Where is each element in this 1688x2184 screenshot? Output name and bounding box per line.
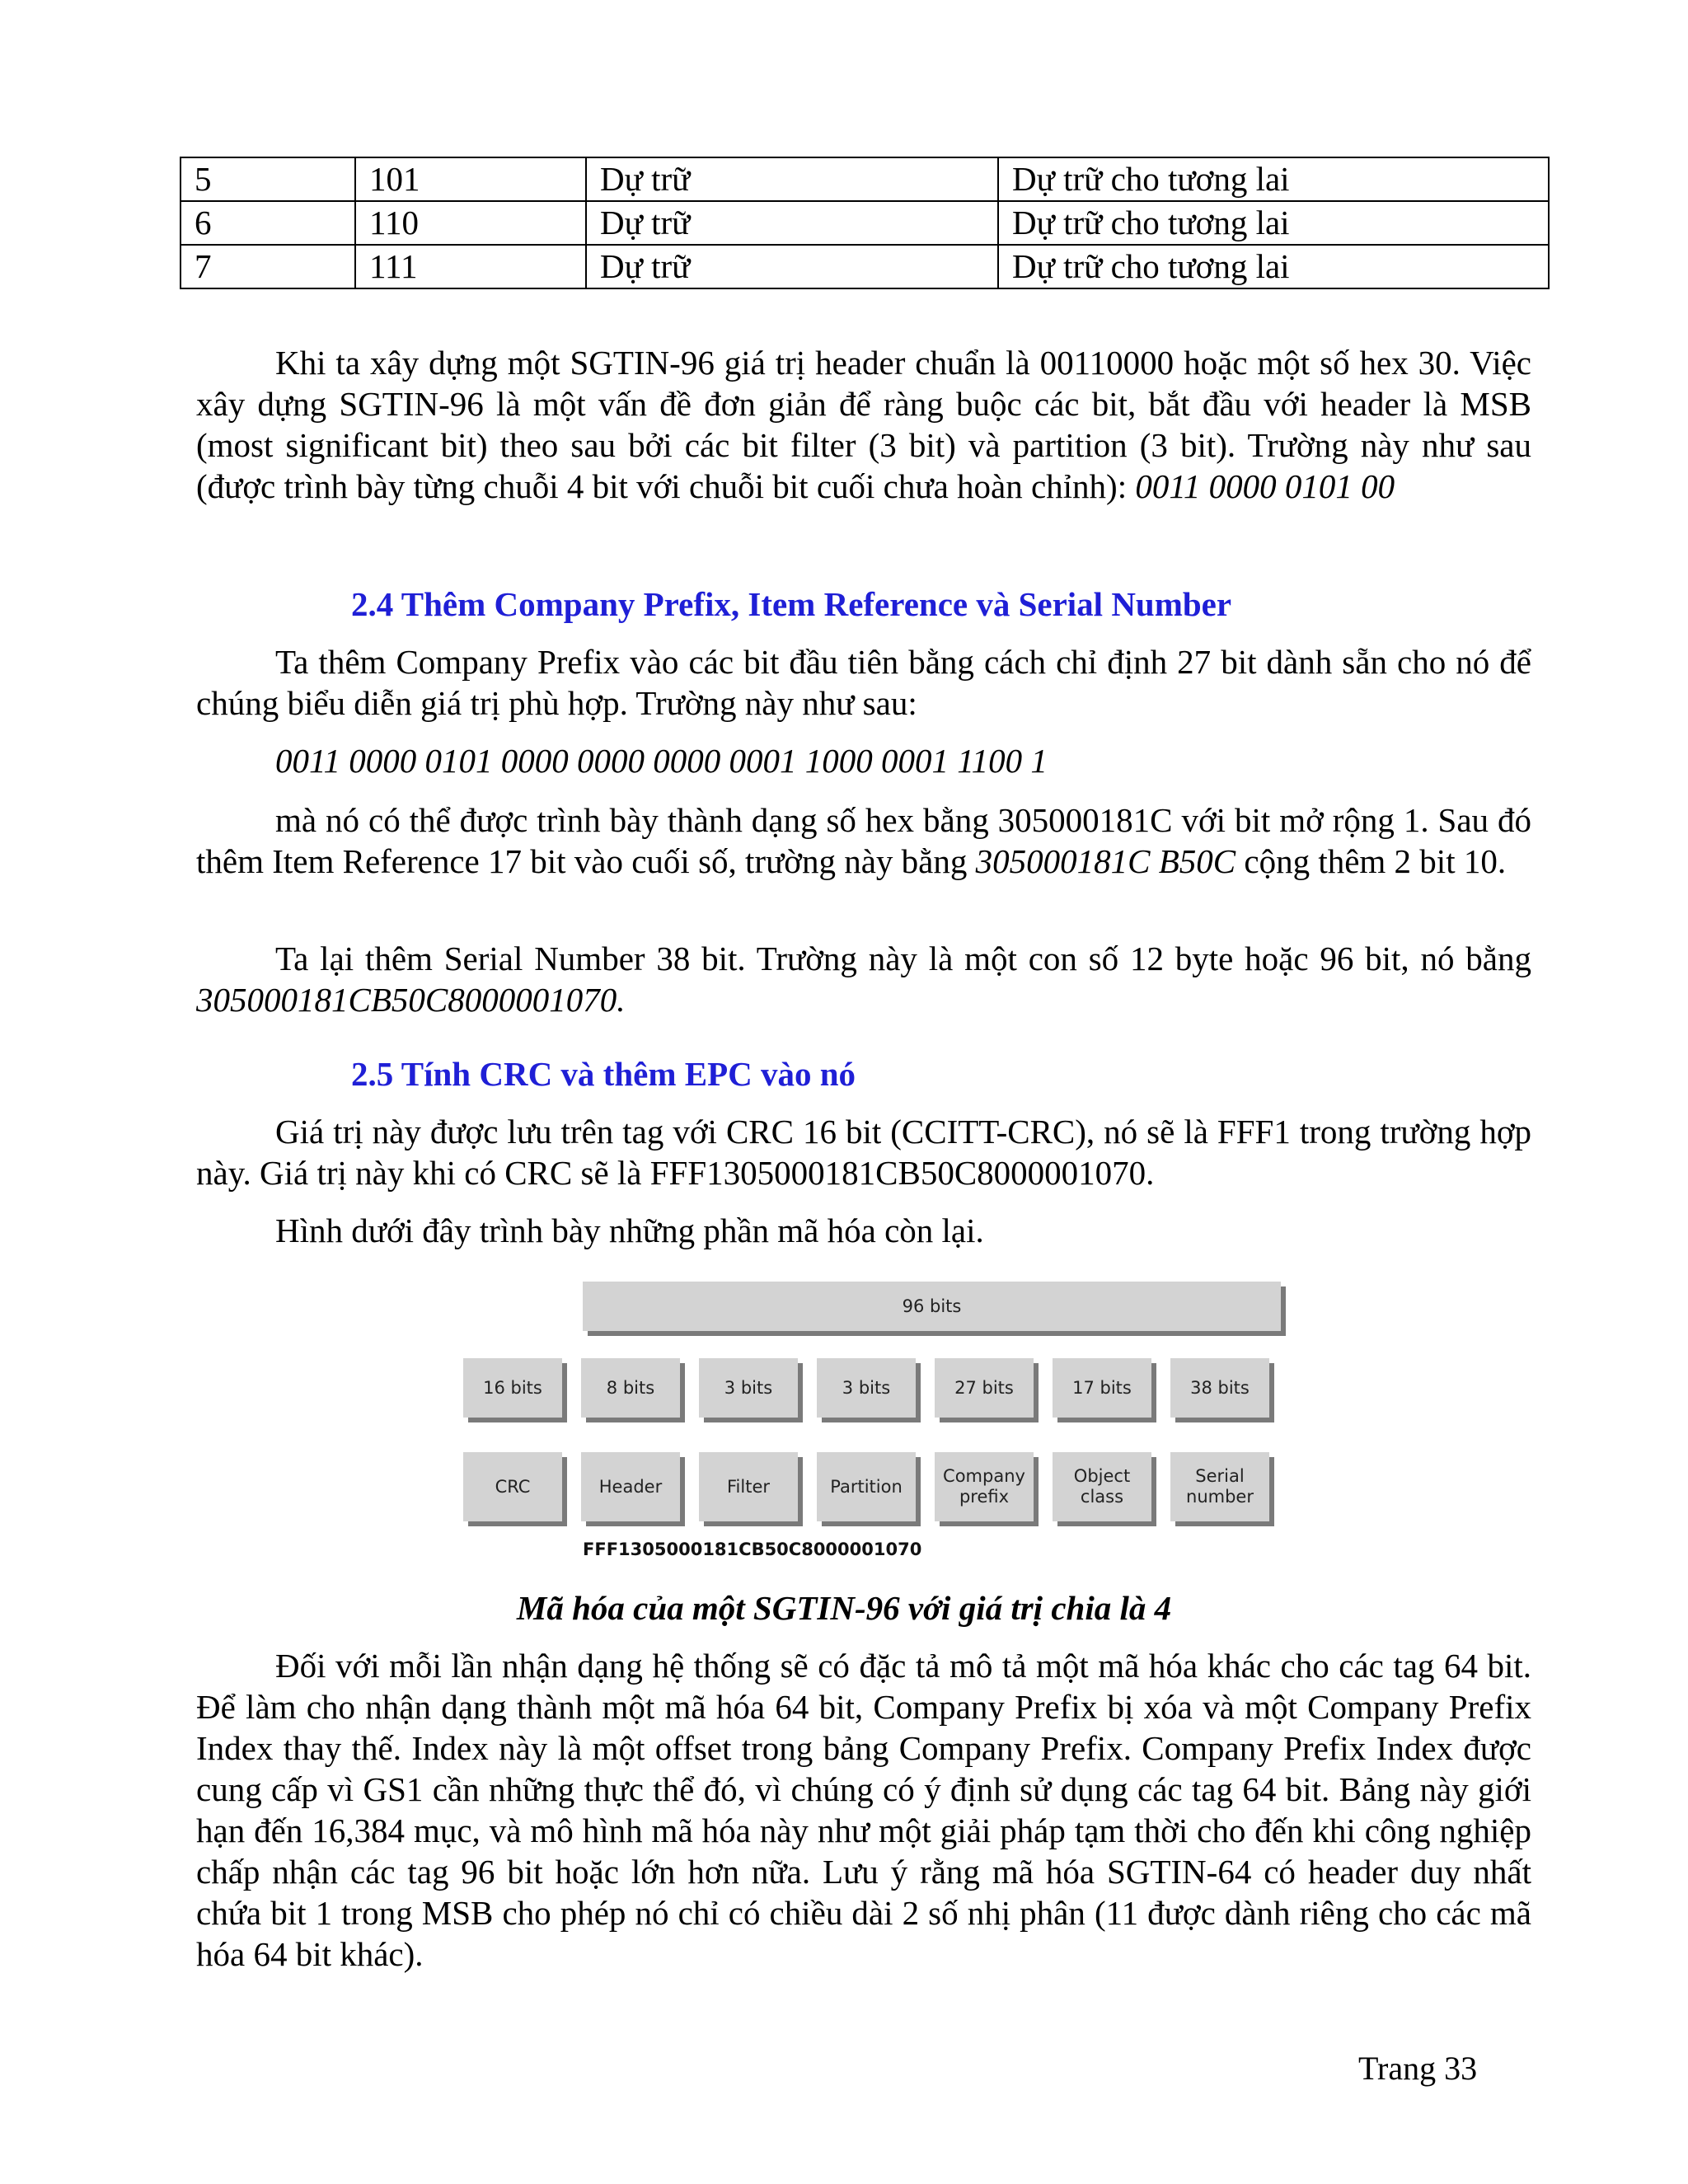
table-cell: 5 [181, 157, 355, 201]
size-label: 8 bits [606, 1377, 655, 1398]
field-label: class [1080, 1487, 1124, 1507]
paragraph-crc: Giá trị này được lưu trên tag với CRC 16 bit (CCITT-CRC), nó sẽ là FFF1 trong trường hợp này. Giá trị này khi có CRC sẽ là FFF1305000181CB50C8000001070. [196, 1113, 1531, 1192]
field-block-filter [699, 1452, 798, 1521]
size-label: 38 bits [1190, 1377, 1250, 1398]
table-cell: Dự trữ [586, 157, 998, 201]
total-bits-block [583, 1282, 1281, 1331]
field-label: Serial [1195, 1466, 1245, 1486]
hex-value: 305000181CB50C8000001070. [196, 981, 626, 1019]
field-label: prefix [959, 1487, 1010, 1507]
paragraph-sgtin-64: Đối với mỗi lần nhận dạng hệ thống sẽ có đặc tả mô tả một mã hóa khác cho các tag 64 bit. Để làm cho nhận dạng thành một mã hóa 64 bit, Company Prefix bị xóa và một Company Prefix Index thay thế. Index này là một offset trong bảng Company Prefix. Company Prefix Index được cung cấp vì GS1 cần những thực thể đó, vì chúng có ý định sử dụng các tag 64 bit. Bảng này giới hạn đến 16,384 mục, và mô hình mã hóa này như một giải pháp tạm thời cho đến khi công nghiệp chấp nhận các tag 96 bit hoặc lớn hơn nữa. Lưu ý rằng mã hóa SGTIN-64 có header duy nhất chứa bit 1 trong MSB cho phép nó chỉ có chiều dài 2 số nhị phân (11 được dành riêng cho các mã hóa 64 bit khác). [196, 1647, 1531, 1973]
size-label: 3 bits [842, 1377, 891, 1398]
field-block-serial-number [1170, 1452, 1269, 1521]
size-block [935, 1358, 1034, 1418]
paragraph-text: cộng thêm 2 bit 10. [1236, 842, 1507, 880]
table-row [181, 201, 1549, 245]
table-cell: 111 [355, 245, 586, 288]
section-heading-2-4: 2.4 Thêm Company Prefix, Item Reference và Serial Number [351, 585, 1232, 623]
table-cell: Dự trữ cho tương lai [998, 201, 1549, 245]
field-block-header [581, 1452, 680, 1521]
table-cell: Dự trữ [586, 245, 998, 288]
size-block [1170, 1358, 1269, 1418]
encoded-value-label: FFF1305000181CB50C8000001070 [583, 1540, 922, 1559]
field-label: Filter [726, 1476, 770, 1497]
field-label: Header [598, 1476, 663, 1497]
size-block [699, 1358, 798, 1418]
field-block-crc [463, 1452, 562, 1521]
sgtin-96-encoding-diagram [453, 1277, 1294, 1574]
total-bits-label: 96 bits [902, 1296, 962, 1316]
field-label: number [1186, 1487, 1254, 1507]
size-label: 3 bits [724, 1377, 773, 1398]
bit-string-company-prefix: 0011 0000 0101 0000 0000 0000 0001 1000 0001 1100 1 [275, 742, 1048, 780]
field-label: Company [943, 1466, 1025, 1486]
table-row [181, 157, 1549, 201]
field-block-partition [817, 1452, 916, 1521]
field-block-company-prefix [935, 1452, 1034, 1521]
size-label: 16 bits [483, 1377, 542, 1398]
paragraph-text: mà nó có thể được trình bày thành dạng số hex bằng 305000181C với bit mở rộng 1. Sau đó thêm Item Reference 17 bit vào cuối số, trường này bằng [196, 801, 1531, 880]
paragraph-company-prefix: Ta thêm Company Prefix vào các bit đầu tiên bằng cách chỉ định 27 bit dành sẵn cho nó để chúng biểu diễn giá trị phù hợp. Trường này như sau: [196, 643, 1531, 722]
field-label: CRC [495, 1476, 531, 1497]
size-label: 27 bits [954, 1377, 1014, 1398]
table-cell: Dự trữ cho tương lai [998, 157, 1549, 201]
section-heading-2-5: 2.5 Tính CRC và thêm EPC vào nó [351, 1055, 856, 1093]
size-block [1053, 1358, 1151, 1418]
table-cell: 110 [355, 201, 586, 245]
paragraph-header-construction [196, 342, 1531, 507]
reserved-values-table [180, 157, 1550, 289]
figure-caption: Mã hóa của một SGTIN-96 với giá trị chia là 4 [516, 1589, 1172, 1627]
table-cell: Dự trữ [586, 201, 998, 245]
page-number: Trang 33 [1358, 2050, 1478, 2087]
paragraph-item-reference [196, 799, 1531, 882]
bit-string: 0011 0000 0101 00 [1135, 467, 1395, 505]
size-label: 17 bits [1072, 1377, 1132, 1398]
field-label: Object [1073, 1466, 1131, 1486]
field-block-object-class [1053, 1452, 1151, 1521]
table-cell: 6 [181, 201, 355, 245]
size-block [817, 1358, 916, 1418]
table-cell: 101 [355, 157, 586, 201]
paragraph-text: Ta lại thêm Serial Number 38 bit. Trường này là một con số 12 byte hoặc 96 bit, nó bằng [275, 940, 1531, 977]
hex-value: 305000181C B50C [975, 842, 1236, 880]
paragraph-figure-intro: Hình dưới đây trình bày những phần mã hóa còn lại. [275, 1212, 984, 1249]
paragraph-serial-number [196, 938, 1531, 1020]
table-cell: Dự trữ cho tương lai [998, 245, 1549, 288]
size-block [463, 1358, 562, 1418]
table-cell: 7 [181, 245, 355, 288]
size-block [581, 1358, 680, 1418]
field-label: Partition [830, 1476, 903, 1497]
paragraph-text: Khi ta xây dựng một SGTIN-96 giá trị header chuẩn là 00110000 hoặc một số hex 30. Việc xây dựng SGTIN-96 là một vấn đề đơn giản để ràng buộc các bit, bắt đầu với header là MSB (most significant bit) theo sau bởi các bit filter (3 bit) và partition (3 bit). Trường này như sau (được trình bày từng chuỗi 4 bit với chuỗi bit cuối chưa hoàn chỉnh): [196, 344, 1531, 505]
table-row [181, 245, 1549, 288]
